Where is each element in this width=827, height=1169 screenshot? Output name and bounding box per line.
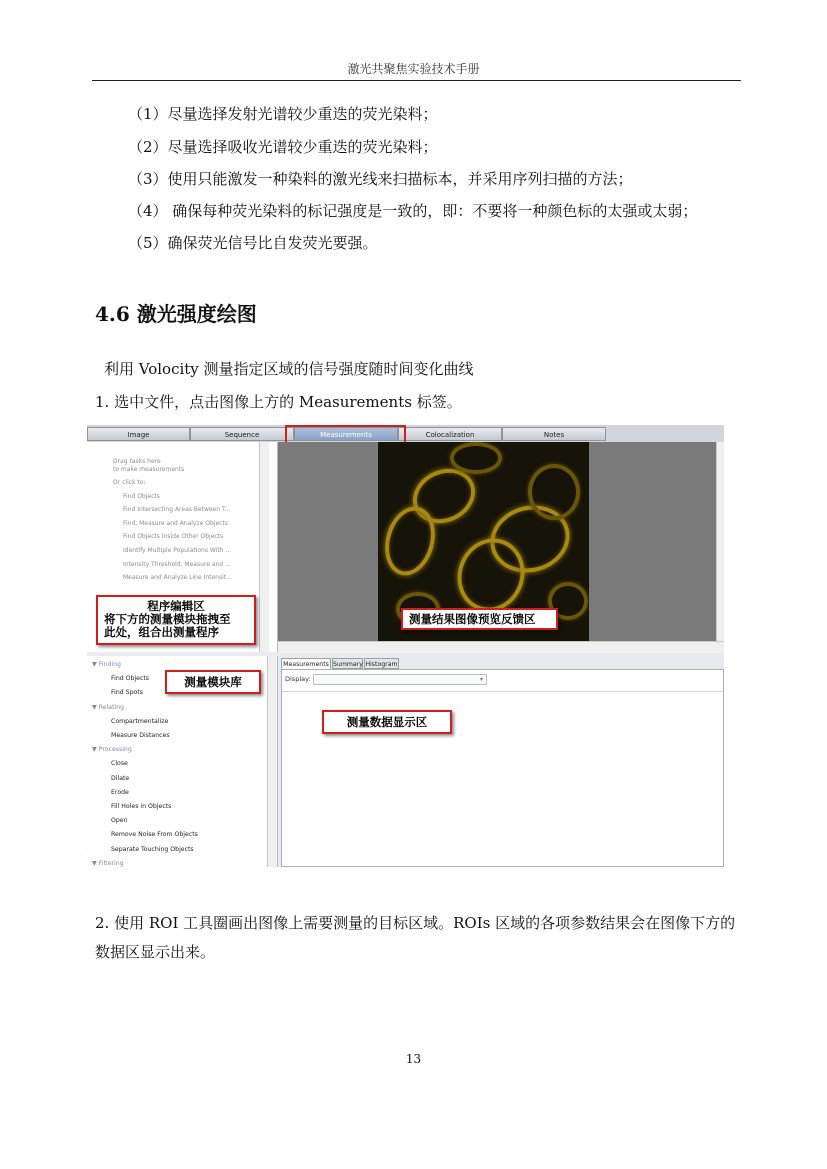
or-click-label: Or click to: xyxy=(113,479,146,486)
tab-notes[interactable]: Notes xyxy=(502,427,606,441)
page-number: 13 xyxy=(405,1052,422,1066)
callout-module-library: 测量模块库 xyxy=(165,670,261,694)
subtab-summary[interactable]: Summary xyxy=(332,658,363,669)
module-item[interactable]: Fill Holes in Objects xyxy=(111,803,172,811)
task-item[interactable]: Find Objects xyxy=(123,492,160,500)
callout-program-editor xyxy=(96,595,256,645)
callout-line: 将下方的测量模块拖拽至 xyxy=(104,612,231,626)
list-item: （1）尽量选择发射光谱较少重迭的荧光染料； xyxy=(128,105,438,123)
category-processing[interactable]: ▼ Processing xyxy=(92,746,132,754)
subtab-measurements[interactable]: Measurements xyxy=(281,658,331,669)
callout-data-display: 测量数据显示区 xyxy=(322,710,452,734)
module-item[interactable]: Separate Touching Objects xyxy=(111,845,194,853)
task-item[interactable]: Find Intersecting Areas Between T... xyxy=(123,506,231,514)
drag-hint: Drag tasks here to make measurements xyxy=(113,458,185,473)
module-item[interactable]: Measure Distances xyxy=(111,732,170,740)
tab-colocalization[interactable]: Colocalization xyxy=(398,427,502,441)
divider xyxy=(282,691,723,692)
category-relating[interactable]: ▼ Relating xyxy=(92,703,125,711)
running-header: 激光共聚焦实验技术手册 xyxy=(347,62,480,76)
module-item[interactable]: Find Objects xyxy=(111,675,150,683)
list-item: （2）尽量选择吸收光谱较少重迭的荧光染料； xyxy=(128,138,438,156)
tab-sequence[interactable]: Sequence xyxy=(190,427,294,441)
task-item[interactable]: Find Objects Inside Other Objects xyxy=(123,533,224,541)
tab-measurements[interactable]: Measurements xyxy=(294,427,398,441)
module-item[interactable]: Find Spots xyxy=(111,689,143,697)
tab-image[interactable]: Image xyxy=(87,427,190,441)
subtab-histogram[interactable]: Histogram xyxy=(364,658,399,669)
list-item: （4） 确保每种荧光染料的标记强度是一致的，即：不要将一种颜色标的太强或太弱； xyxy=(128,202,698,220)
category-finding[interactable]: ▼ Finding xyxy=(92,661,121,668)
callout-line: 此处，组合出测量程序 xyxy=(104,625,219,639)
callout-preview: 测量结果图像预览反馈区 xyxy=(401,608,558,630)
horizontal-scrollbar[interactable] xyxy=(278,641,724,653)
module-item[interactable]: Erode xyxy=(111,788,129,796)
step-1-text: 1. 选中文件，点击图像上方的 Measurements 标签。 xyxy=(95,393,462,411)
callout-title: 程序编辑区 xyxy=(147,599,205,613)
module-item[interactable]: Open xyxy=(111,817,128,825)
task-item[interactable]: Measure and Analyze Line Intensit... xyxy=(123,574,232,582)
preview-scrollbar[interactable] xyxy=(716,442,724,652)
data-area xyxy=(281,669,724,867)
data-display-panel xyxy=(278,656,724,867)
task-item[interactable]: Intensity Threshold, Measure and ... xyxy=(123,560,231,568)
module-item[interactable]: Remove Noise From Objects xyxy=(111,831,198,839)
list-item: （5）确保荧光信号比自发荧光要强。 xyxy=(128,234,378,252)
module-item[interactable]: Compartmentalize xyxy=(111,717,169,725)
task-item[interactable]: Identify Multiple Populations With ... xyxy=(123,546,232,554)
category-filtering[interactable]: ▼ Filtering xyxy=(92,859,124,867)
list-item: （3）使用只能激发一种染料的激光线来扫描标本，并采用序列扫描的方法； xyxy=(128,170,633,188)
header-rule xyxy=(92,80,741,81)
library-scrollbar[interactable] xyxy=(267,656,277,867)
vertical-scrollbar[interactable] xyxy=(259,442,269,652)
display-label: Display: xyxy=(285,675,311,683)
display-select[interactable] xyxy=(313,674,487,685)
task-item[interactable]: Find, Measure and Analyze Objects xyxy=(123,519,228,527)
volocity-screenshot xyxy=(87,425,724,867)
chevron-down-icon: ▾ xyxy=(479,676,483,683)
step-2-text: 2. 使用 ROI 工具圈画出图像上需要测量的目标区域。ROIs 区域的各项参数结果会在图像下方的数据区显示出来。 xyxy=(95,914,736,961)
section-heading: 4.6 激光强度绘图 xyxy=(95,302,257,326)
module-item[interactable]: Dilate xyxy=(111,774,130,782)
task-list xyxy=(113,458,232,585)
intro-paragraph: 利用 Volocity 测量指定区域的信号强度随时间变化曲线 xyxy=(104,360,474,378)
module-item[interactable]: Close xyxy=(111,760,128,768)
